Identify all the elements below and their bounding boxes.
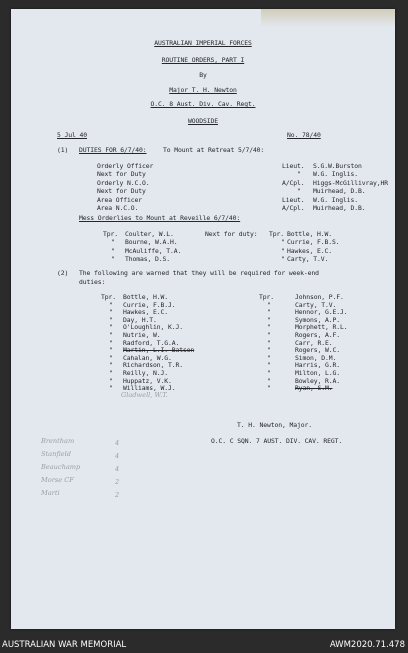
doc-order-no: No. 78/40: [287, 131, 321, 139]
warned-name: Johnson, P.F.: [295, 293, 344, 301]
next-duty-name: Carty, T.V.: [287, 255, 329, 264]
warned-name: Radford, T.G.A.: [123, 338, 180, 347]
mess-name: Bourne, W.A.H.: [125, 238, 178, 247]
handwritten-addition: Gladwell, W.T.: [121, 391, 168, 399]
warned-name: Ryan, S.M.: [295, 384, 333, 393]
pencil-note: Brentham: [41, 437, 75, 445]
warned-rank: ": [109, 346, 113, 355]
next-duty-rank: ": [281, 255, 285, 264]
warned-name: Huppatz, V.K.: [123, 376, 172, 385]
signature-name: T. H. Newton, Major.: [237, 421, 312, 429]
warned-name: Rogers, A.F.: [295, 331, 340, 339]
next-duty-rank: ": [281, 246, 285, 255]
paper-stain: [261, 9, 395, 27]
document-page: [11, 9, 395, 629]
warned-rank: ": [267, 384, 271, 393]
warned-rank: Tpr.: [259, 293, 274, 301]
next-duty-rank: ": [281, 238, 285, 247]
warned-name: Bowley, R.A.: [295, 376, 340, 385]
duty-role: Next for Duty: [97, 170, 146, 179]
duty-name: Muirhead, D.B.: [313, 187, 366, 196]
warned-name: Cahalan, W.G.: [123, 353, 172, 362]
section1-number: (1): [57, 146, 69, 154]
duty-rank: A/Cpl.: [282, 204, 305, 212]
duty-name: W.G. Inglis.: [313, 170, 358, 179]
warned-name: Martin, L.I. Batson: [123, 346, 195, 355]
archive-footer: [0, 640, 408, 653]
warned-name: O'Loughlin, K.J.: [123, 323, 183, 332]
next-duty-name: Currie, F.B.S.: [287, 238, 340, 247]
warned-rank: ": [267, 369, 271, 377]
duty-role: Orderly Officer: [97, 162, 154, 170]
duty-role: Next for Duty: [97, 187, 146, 196]
doc-officer: Major T. H. Newton: [169, 86, 237, 94]
warned-rank: ": [109, 331, 113, 339]
doc-date: 5 Jul 40: [57, 131, 87, 139]
mess-rank: ": [111, 246, 115, 255]
doc-location: WOODSIDE: [188, 117, 218, 125]
pencil-note: Beauchamp: [41, 463, 81, 471]
warned-name: Hennor, G.E.J.: [295, 308, 348, 317]
doc-by: By: [199, 71, 207, 79]
warned-rank: ": [267, 300, 271, 309]
warned-name: Carr, R.E.: [295, 338, 333, 347]
doc-subtitle: ROUTINE ORDERS, PART I: [161, 56, 245, 64]
pencil-mark: 4: [115, 465, 120, 473]
warned-name: Reilly, N.J.: [123, 369, 168, 377]
warned-name: Morphett, R.L.: [295, 323, 348, 332]
section2-line2: duties:: [79, 278, 106, 286]
pencil-mark: 2: [115, 478, 120, 486]
warned-rank: ": [109, 384, 113, 393]
next-duty-name: Hawkes, E.C.: [287, 246, 332, 255]
duty-name: S.G.W.Burston: [313, 162, 362, 170]
warned-rank: ": [109, 300, 113, 309]
duty-rank: Lieut.: [282, 162, 305, 170]
warned-rank: Tpr.: [101, 293, 116, 301]
pencil-note: Marti: [41, 489, 60, 497]
mess-heading: Mess Orderlies to Mount at Reveille 6/7/40:: [79, 214, 241, 222]
duty-name: Higgs-McGillivray,HR: [313, 178, 388, 187]
warned-rank: ": [109, 376, 113, 385]
warned-name: Williams, W.J.: [123, 384, 176, 393]
next-duty-name: Bottle, H.W.: [287, 230, 332, 238]
warned-name: Bottle, H.W.: [123, 293, 168, 301]
next-for-duty-label: Next for duty:: [205, 230, 258, 238]
warned-name: Hawkes, E.C.: [123, 308, 168, 317]
pencil-note: Morse CF: [41, 476, 74, 484]
warned-rank: ": [267, 376, 271, 385]
warned-rank: ": [267, 308, 271, 317]
warned-rank: ": [109, 315, 113, 324]
warned-rank: ": [267, 361, 271, 370]
footer-credit: AUSTRALIAN WAR MEMORIAL: [2, 640, 127, 650]
duty-rank: ": [297, 187, 301, 196]
section2-line1: The following are warned that they will be required for week-end: [79, 269, 319, 277]
section2-number: (2): [57, 269, 69, 277]
mess-rank: Tpr.: [103, 230, 118, 238]
mess-name: Thomas, D.S.: [125, 255, 170, 264]
warned-name: Nutrie, W.: [123, 331, 161, 339]
warned-name: Milton, L.G.: [295, 369, 340, 377]
warned-rank: ": [109, 369, 113, 377]
duty-role: Area Officer: [97, 195, 142, 204]
duty-name: Muirhead, D.B.: [313, 204, 366, 212]
pencil-mark: 4: [115, 452, 120, 460]
warned-rank: ": [267, 338, 271, 347]
duty-role: Area N.C.O.: [97, 204, 139, 212]
duty-role: Orderly N.C.O.: [97, 178, 150, 187]
warned-name: Currie, F.B.J.: [123, 300, 176, 309]
pencil-mark: 2: [115, 491, 120, 499]
warned-rank: ": [267, 323, 271, 332]
warned-rank: ": [109, 353, 113, 362]
signature-unit: O.C. C SQN. 7 AUST. DIV. CAV. REGT.: [211, 437, 343, 445]
warned-name: Day, H.T.: [123, 315, 157, 324]
warned-rank: ": [267, 331, 271, 339]
warned-name: Harris, G.R.: [295, 361, 340, 370]
doc-unit: O.C. 8 Aust. Div. Cav. Regt.: [150, 100, 256, 108]
section1-heading-rest: To Mount at Retreat 5/7/40:: [163, 146, 265, 154]
duty-rank: A/Cpl.: [282, 178, 305, 187]
duty-rank: Lieut.: [282, 195, 305, 204]
warned-name: Rogers, W.C.: [295, 346, 340, 355]
doc-title: AUSTRALIAN IMPERIAL FORCES: [154, 39, 252, 47]
mess-rank: ": [111, 238, 115, 247]
duty-rank: ": [297, 170, 301, 179]
mess-name: Coulter, W.L.: [125, 230, 174, 238]
warned-name: Simon, D.M.: [295, 353, 337, 362]
footer-accession: AWM2020.71.478: [329, 640, 405, 650]
mess-name: McAuliffe, T.A.: [125, 246, 182, 255]
warned-name: Symons, A.P.: [295, 315, 340, 324]
next-duty-rank: Tpr.: [269, 230, 284, 238]
pencil-mark: 4: [115, 439, 120, 447]
warned-name: Carty, T.V.: [295, 300, 337, 309]
warned-rank: ": [109, 361, 113, 370]
duty-name: W.G. Inglis.: [313, 195, 358, 204]
warned-rank: ": [109, 323, 113, 332]
mess-rank: ": [111, 255, 115, 264]
warned-rank: ": [267, 353, 271, 362]
warned-rank: ": [267, 346, 271, 355]
section1-heading: DUTIES FOR 6/7/40:: [79, 146, 147, 154]
warned-name: Richardson, T.R.: [123, 361, 183, 370]
warned-rank: ": [109, 338, 113, 347]
warned-rank: ": [267, 315, 271, 324]
pencil-note: Stanfield: [41, 450, 71, 458]
warned-rank: ": [109, 308, 113, 317]
